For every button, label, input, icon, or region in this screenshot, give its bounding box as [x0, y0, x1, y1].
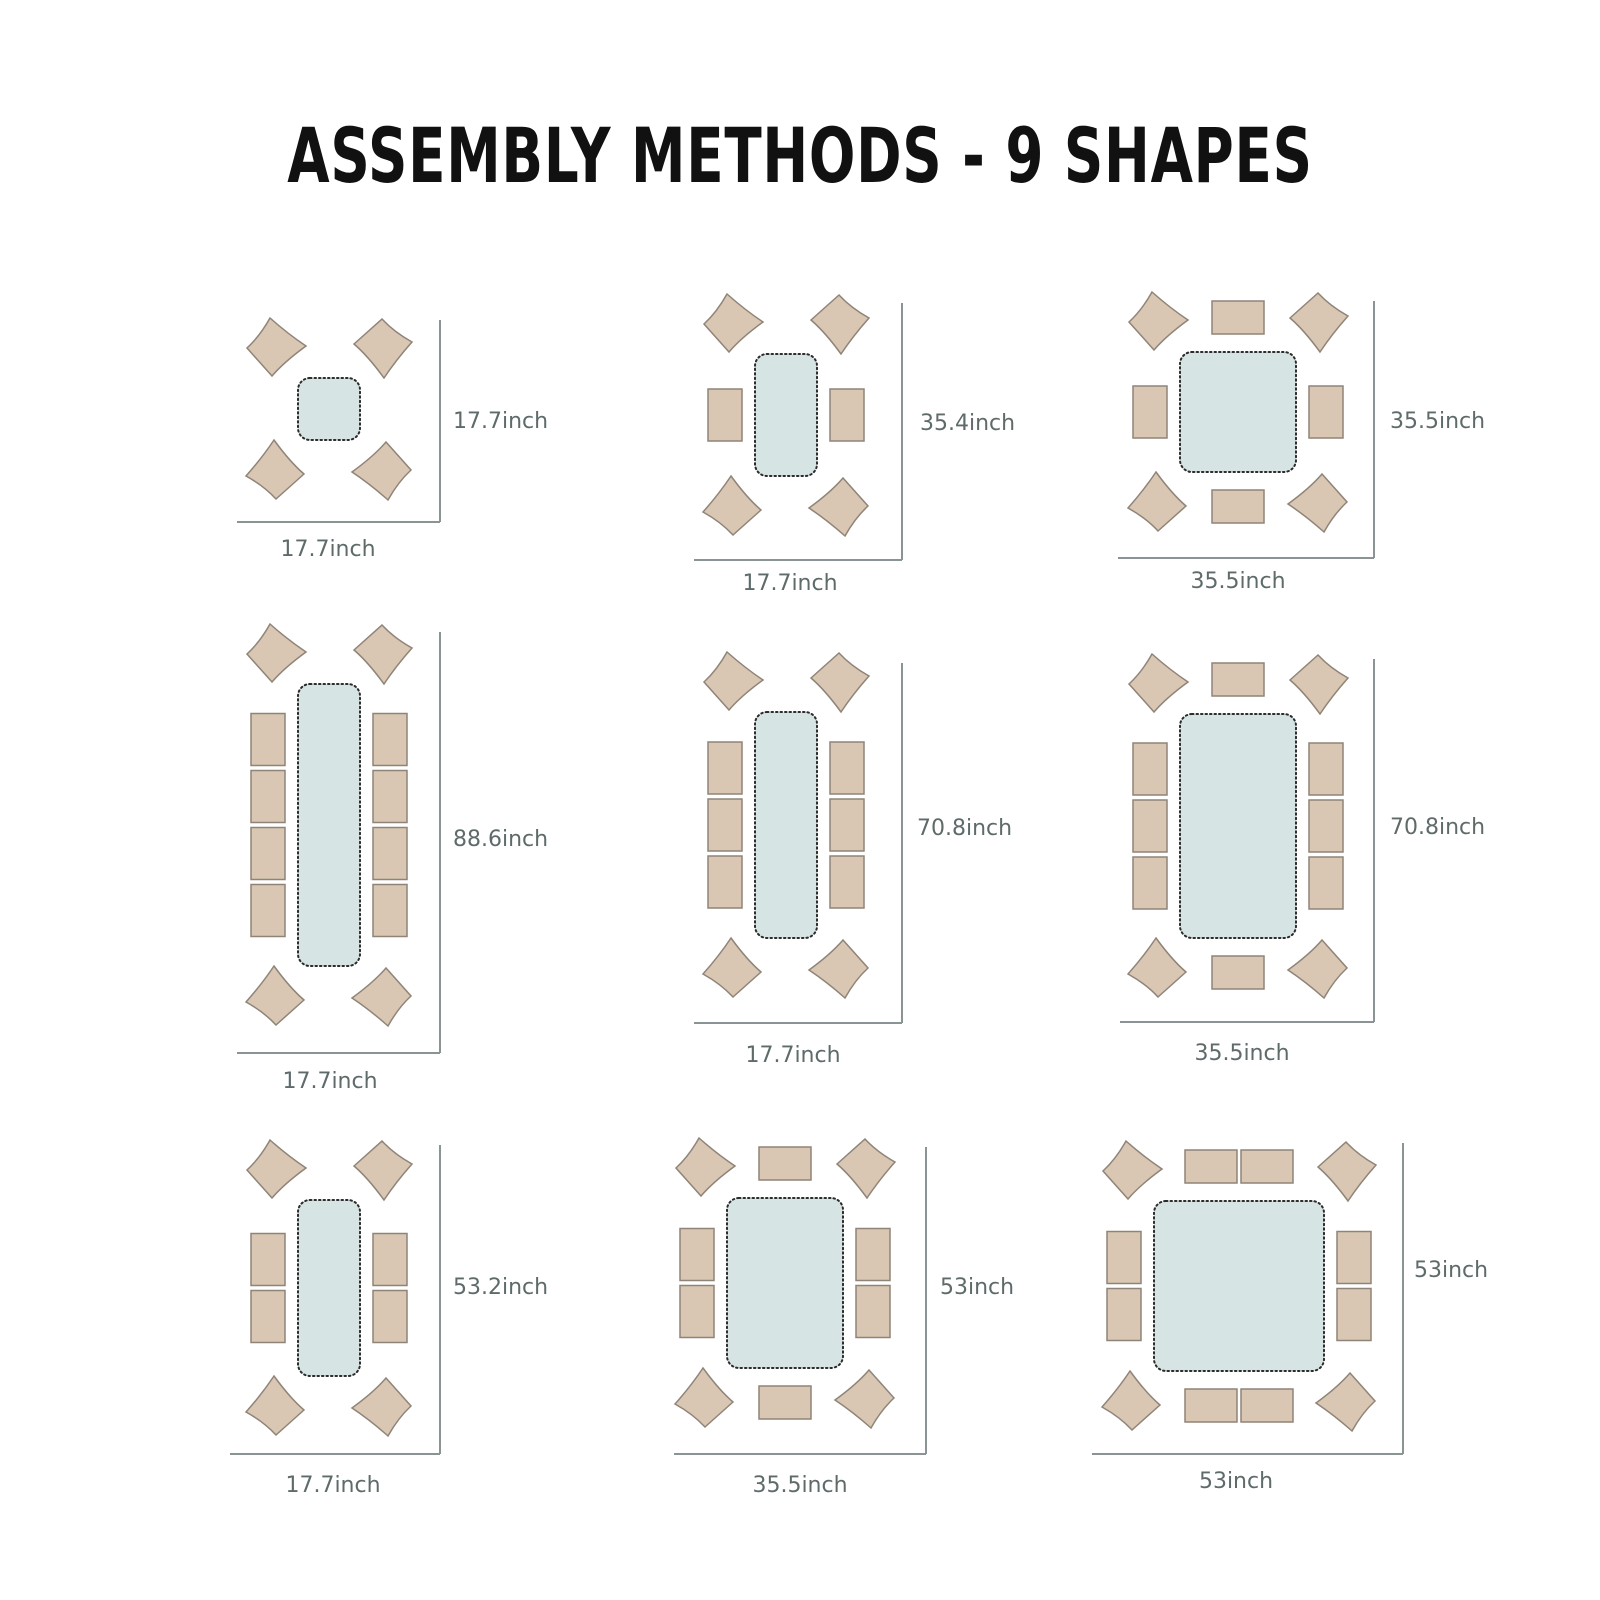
shape-8 — [674, 1138, 1014, 1498]
width-label: 35.5inch — [752, 1473, 848, 1498]
corner-piece-top-left — [1103, 1141, 1162, 1199]
corner-piece-bottom-right — [1288, 940, 1347, 998]
width-label: 17.7inch — [280, 537, 376, 562]
bottom-pad — [1241, 1389, 1293, 1422]
corner-piece-bottom-left — [1128, 938, 1186, 997]
right-side-pad — [830, 742, 864, 794]
corner-piece-bottom-right-shape — [352, 442, 411, 500]
corner-piece-bottom-right-shape — [352, 1378, 411, 1436]
corner-piece-top-right-shape — [354, 625, 412, 684]
corner-piece-bottom-right — [809, 940, 868, 998]
table-top — [755, 712, 817, 938]
shape-9 — [1092, 1141, 1488, 1494]
right-side-pad — [1309, 386, 1343, 438]
corner-piece-bottom-left-shape — [246, 440, 304, 499]
left-side-pad — [708, 389, 742, 441]
bottom-pad — [1212, 956, 1264, 989]
corner-piece-bottom-right — [809, 478, 868, 536]
corner-piece-top-right — [1318, 1142, 1376, 1201]
corner-piece-top-right-shape — [811, 653, 869, 712]
corner-piece-bottom-left-shape — [1128, 938, 1186, 997]
corner-piece-bottom-right — [352, 442, 411, 500]
corner-piece-top-left — [247, 1140, 306, 1198]
right-side-pad — [373, 828, 407, 880]
corner-piece-top-right-shape — [811, 295, 869, 354]
top-pad — [1212, 301, 1264, 334]
width-label: 35.5inch — [1194, 1041, 1290, 1066]
corner-piece-bottom-left — [246, 1376, 304, 1435]
width-label: 17.7inch — [282, 1069, 378, 1094]
top-pad — [759, 1147, 811, 1180]
corner-piece-top-left — [247, 318, 306, 376]
left-side-pad — [251, 1291, 285, 1343]
height-label: 17.7inch — [453, 409, 549, 434]
corner-piece-bottom-right-shape — [809, 478, 868, 536]
bottom-pad — [759, 1386, 811, 1419]
shape-4 — [237, 624, 548, 1094]
corner-piece-bottom-left — [675, 1368, 733, 1427]
left-side-pad — [680, 1286, 714, 1338]
corner-piece-bottom-left-shape — [246, 1376, 304, 1435]
height-label: 53inch — [940, 1275, 1015, 1300]
table-top — [1180, 352, 1296, 472]
height-label: 70.8inch — [917, 816, 1013, 841]
corner-piece-top-left-shape — [1129, 292, 1188, 350]
corner-piece-bottom-right — [835, 1370, 894, 1428]
corner-piece-top-left-shape — [247, 1140, 306, 1198]
shape-6 — [1120, 654, 1485, 1066]
corner-piece-top-right-shape — [1318, 1142, 1376, 1201]
left-side-pad — [251, 771, 285, 823]
top-pad — [1241, 1150, 1293, 1183]
right-side-pad — [373, 771, 407, 823]
right-side-pad — [830, 389, 864, 441]
corner-piece-top-left-shape — [704, 294, 763, 352]
corner-piece-top-left — [704, 652, 763, 710]
left-side-pad — [1133, 800, 1167, 852]
corner-piece-bottom-right-shape — [1316, 1373, 1375, 1431]
right-side-pad — [830, 856, 864, 908]
shape-3 — [1118, 292, 1485, 594]
corner-piece-bottom-right — [352, 1378, 411, 1436]
table-top — [1180, 714, 1296, 938]
right-side-pad — [373, 714, 407, 766]
right-side-pad — [1337, 1232, 1371, 1284]
bottom-pad — [1212, 490, 1264, 523]
corner-piece-bottom-right-shape — [809, 940, 868, 998]
corner-piece-top-left — [704, 294, 763, 352]
corner-piece-top-right-shape — [1290, 655, 1348, 714]
height-label: 35.4inch — [920, 411, 1016, 436]
corner-piece-top-left-shape — [247, 624, 306, 682]
height-label: 88.6inch — [453, 827, 549, 852]
corner-piece-top-left-shape — [1103, 1141, 1162, 1199]
corner-piece-top-right — [811, 653, 869, 712]
corner-piece-top-left — [247, 624, 306, 682]
right-side-pad — [1309, 857, 1343, 909]
corner-piece-bottom-right-shape — [835, 1370, 894, 1428]
table-top — [298, 684, 360, 966]
corner-piece-top-left — [1129, 292, 1188, 350]
corner-piece-bottom-left — [1128, 472, 1186, 531]
corner-piece-bottom-left-shape — [1128, 472, 1186, 531]
corner-piece-top-left — [1129, 654, 1188, 712]
left-side-pad — [251, 828, 285, 880]
left-side-pad — [680, 1229, 714, 1281]
right-side-pad — [373, 1234, 407, 1286]
corner-piece-bottom-left — [246, 966, 304, 1025]
corner-piece-top-right — [354, 625, 412, 684]
top-pad — [1212, 663, 1264, 696]
table-top — [298, 378, 360, 440]
table-top — [727, 1198, 843, 1368]
corner-piece-bottom-left-shape — [1102, 1371, 1160, 1430]
corner-piece-bottom-right-shape — [1288, 474, 1347, 532]
shape-1 — [237, 318, 548, 562]
corner-piece-top-left-shape — [1129, 654, 1188, 712]
table-top — [755, 354, 817, 476]
corner-piece-bottom-left-shape — [703, 476, 761, 535]
corner-piece-top-right — [811, 295, 869, 354]
corner-piece-bottom-left-shape — [246, 966, 304, 1025]
right-side-pad — [1337, 1289, 1371, 1341]
right-side-pad — [373, 885, 407, 937]
left-side-pad — [251, 1234, 285, 1286]
width-label: 35.5inch — [1190, 569, 1286, 594]
right-side-pad — [830, 799, 864, 851]
bottom-pad — [1185, 1389, 1237, 1422]
left-side-pad — [708, 856, 742, 908]
width-label: 17.7inch — [285, 1473, 381, 1498]
left-side-pad — [251, 714, 285, 766]
height-label: 53inch — [1414, 1258, 1489, 1283]
corner-piece-top-right — [837, 1139, 895, 1198]
corner-piece-bottom-right — [1288, 474, 1347, 532]
right-side-pad — [1309, 800, 1343, 852]
height-label: 35.5inch — [1390, 409, 1486, 434]
corner-piece-top-left — [676, 1138, 735, 1196]
left-side-pad — [1133, 386, 1167, 438]
corner-piece-top-right-shape — [1290, 293, 1348, 352]
left-side-pad — [708, 742, 742, 794]
corner-piece-top-right — [354, 319, 412, 378]
corner-piece-top-right — [354, 1141, 412, 1200]
left-side-pad — [1133, 857, 1167, 909]
width-label: 53inch — [1198, 1469, 1274, 1494]
corner-piece-top-left-shape — [676, 1138, 735, 1196]
right-side-pad — [1309, 743, 1343, 795]
width-label: 17.7inch — [745, 1043, 841, 1068]
corner-piece-bottom-left-shape — [675, 1368, 733, 1427]
corner-piece-bottom-right-shape — [352, 968, 411, 1026]
height-label: 70.8inch — [1390, 815, 1486, 840]
corner-piece-bottom-right — [352, 968, 411, 1026]
corner-piece-top-right — [1290, 293, 1348, 352]
corner-piece-bottom-left — [703, 938, 761, 997]
corner-piece-top-left-shape — [247, 318, 306, 376]
left-side-pad — [1107, 1232, 1141, 1284]
corner-piece-top-right-shape — [354, 319, 412, 378]
corner-piece-top-left-shape — [704, 652, 763, 710]
corner-piece-top-right — [1290, 655, 1348, 714]
corner-piece-bottom-left — [246, 440, 304, 499]
top-pad — [1185, 1150, 1237, 1183]
table-top — [1154, 1201, 1324, 1371]
corner-piece-bottom-right-shape — [1288, 940, 1347, 998]
corner-piece-bottom-left-shape — [703, 938, 761, 997]
shape-2 — [694, 294, 1015, 596]
shape-5 — [694, 652, 1012, 1068]
table-top — [298, 1200, 360, 1376]
corner-piece-bottom-right — [1316, 1373, 1375, 1431]
page-title: ASSEMBLY METHODS - 9 SHAPES — [287, 111, 1313, 200]
left-side-pad — [251, 885, 285, 937]
corner-piece-bottom-left — [1102, 1371, 1160, 1430]
right-side-pad — [373, 1291, 407, 1343]
width-label: 17.7inch — [742, 571, 838, 596]
corner-piece-bottom-left — [703, 476, 761, 535]
corner-piece-top-right-shape — [837, 1139, 895, 1198]
left-side-pad — [1107, 1289, 1141, 1341]
left-side-pad — [1133, 743, 1167, 795]
corner-piece-top-right-shape — [354, 1141, 412, 1200]
left-side-pad — [708, 799, 742, 851]
right-side-pad — [856, 1229, 890, 1281]
right-side-pad — [856, 1286, 890, 1338]
height-label: 53.2inch — [453, 1275, 549, 1300]
shape-7 — [230, 1140, 548, 1498]
